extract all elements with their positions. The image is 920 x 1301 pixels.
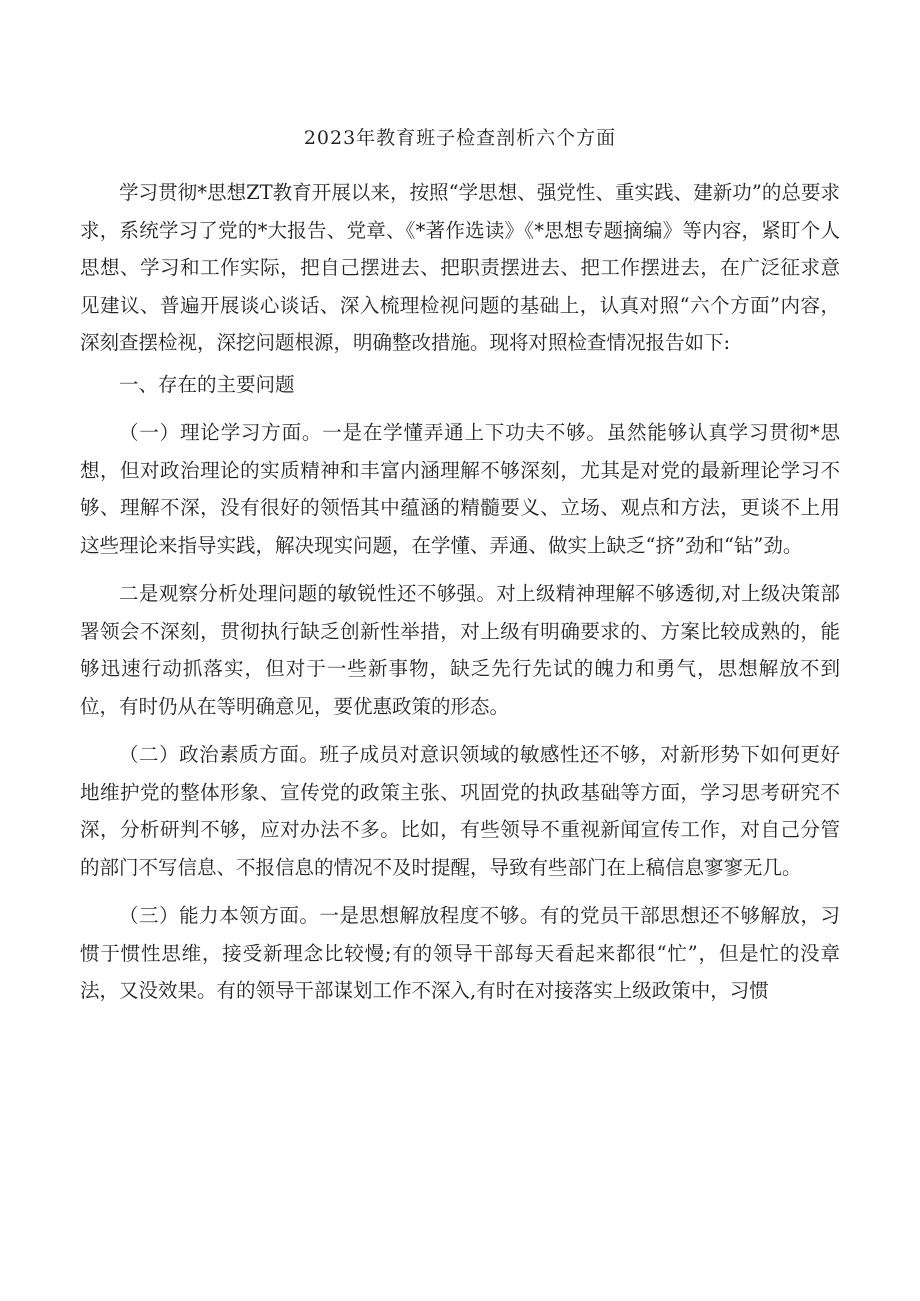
document-title: 2023年教育班子检查剖析六个方面 [303, 127, 617, 149]
paragraph-theory-study: （一）理论学习方面。一是在学懂弄通上下功夫不够。虽然能够认真学习贯彻*思想，但对政治理论的实质精神和丰富内涵理解不够深刻，尤其是对党的最新理论学习不够、理解不深，没有很好的领悟其中蕴涵的精髓要义、立场、观点和方法，更谈不上用这些理论来指导实践，解决现实问题，在学懂、弄通、做实上缺乏“挤”劲和“钻”劲。 [80, 421, 840, 557]
paragraph-political-quality: （二）政治素质方面。班子成员对意识领域的敏感性还不够，对新形势下如何更好地维护党的整体形象、宣传党的政策主张、巩固党的执政基础等方面，学习思考研究不深，分析研判不够，应对办法不多。比如，有些领导不重视新闻宣传工作，对自己分管的部门不写信息、不报信息的情况不及时提醒，导致有些部门在上稿信息寥寥无几。 [80, 743, 840, 879]
paragraph-observation-analysis: 二是观察分析处理问题的敏锐性还不够强。对上级精神理解不够透彻,对上级决策部署领会不深刻，贯彻执行缺乏创新性举措，对上级有明确要求的、方案比较成熟的，能够迅速行动抓落实，但对于一些新事物，缺乏先行先试的魄力和勇气，思想解放不到位，有时仍从在等明确意见，要优惠政策的形态。 [80, 582, 840, 718]
section-heading-main-problems: 一、存在的主要问题 [119, 372, 295, 396]
paragraph-ability-skills: （三）能力本领方面。一是思想解放程度不够。有的党员干部思想还不够解放，习惯于惯性思维，接受新理念比较慢;有的领导干部每天看起来都很“忙”，但是忙的没章法，又没效果。有的领导干部谋划工作不深入,有时在对接落实上级政策中，习惯 [80, 904, 840, 1002]
intro-paragraph: 学习贯彻*思想ZT教育开展以来，按照“学思想、强党性、重实践、建新功”的总要求求，系统学习了党的*大报告、党章、《*著作选读》《*思想专题摘编》等内容，紧盯个人思想、学习和工作实际，把自己摆进去、把职责摆进去、把工作摆进去，在广泛征求意见建议、普遍开展谈心谈话、深入梳理检视问题的基础上，认真对照“六个方面”内容，深刻查摆检视，深挖问题根源，明确整改措施。现将对照检查情况报告如下: [80, 181, 840, 354]
